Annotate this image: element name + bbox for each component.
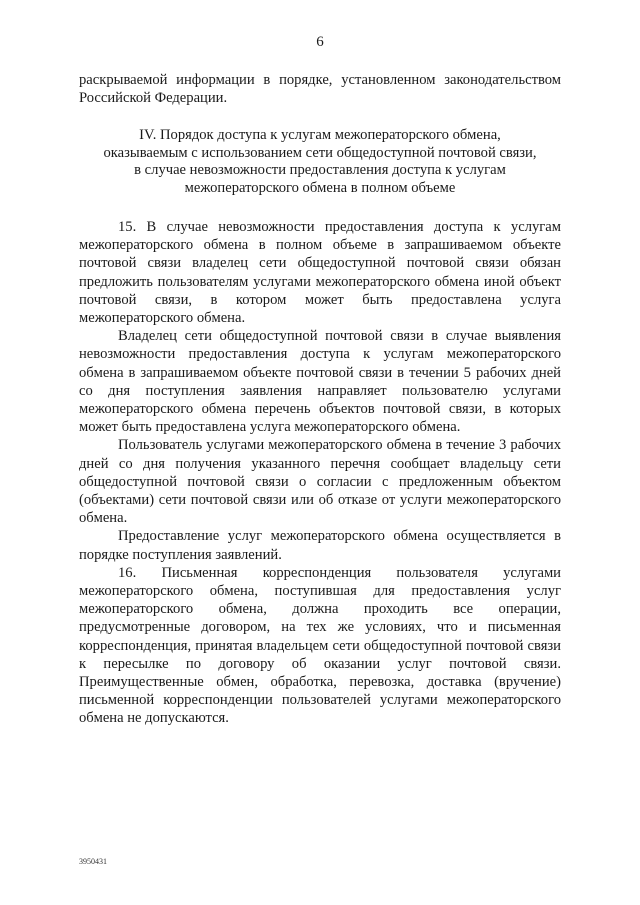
section-heading <box>79 127 561 197</box>
section-heading-line: в случае невозможности предоставления доступа к услугам <box>134 162 506 178</box>
paragraph-15: 15. В случае невозможности предоставления доступа к услугам межоператорского обмена в полном объеме в запрашиваемом объекте почтовой связи владелец сети общедоступной почтовой связи обязан предложить пользователям услугами межоператорского обмена иной объект почтовой связи, в котором может быть предоставлена услуга межоператорского обмена. <box>79 219 561 327</box>
section-heading-line: оказываемым с использованием сети общедоступной почтовой связи, <box>103 144 537 161</box>
paragraph-order-of-service: Предоставление услуг межоператорского обмена осуществляется в порядке поступления заявлений. <box>79 528 561 563</box>
section-heading-line: IV. Порядок доступа к услугам межоператорского обмена, <box>139 127 501 143</box>
paragraph-user-response: Пользователь услугами межоператорского обмена в течение 3 рабочих дней со дня получения указанного перечня сообщает владельцу сети общедоступной почтовой связи о согласии с предложенным объектом (объектами) сети почтовой связи или об отказе от услуги межоператорского обмена. <box>79 437 561 527</box>
document-code: 3950431 <box>79 857 107 866</box>
intro-paragraph: раскрываемой информации в порядке, установленном законодательством Российской Федерации. <box>79 72 561 107</box>
page-number: 6 <box>316 34 324 50</box>
section-body <box>79 218 561 728</box>
paragraph-16: 16. Письменная корреспонденция пользователя услугами межоператорского обмена, поступившая для предоставления услуг межоператорского обмена, должна проходить все операции, предусмотренные договором, на тех же условиях, что и письменная корреспонденция, принятая владельцем сети общедоступной почтовой связи к пересылке по договору об оказании услуг почтовой связи. Преимущественные обмен, обработка, перевозка, доставка (вручение) письменной корреспонденции пользователей услугами межоператорского обмена не допускаются. <box>79 564 561 727</box>
section-heading-line: межоператорского обмена в полном объеме <box>184 179 456 196</box>
paragraph-owner-notice: Владелец сети общедоступной почтовой связи в случае выявления невозможности предоставления доступа к услугам межоператорского обмена в запрашиваемом объекте почтовой связи в течении 5 рабочих дней со дня поступления заявления направляет пользователю услугами межоператорского обмена перечень объектов почтовой связи, в которых может быть предоставлена услуга межоператорского обмена. <box>79 328 561 436</box>
